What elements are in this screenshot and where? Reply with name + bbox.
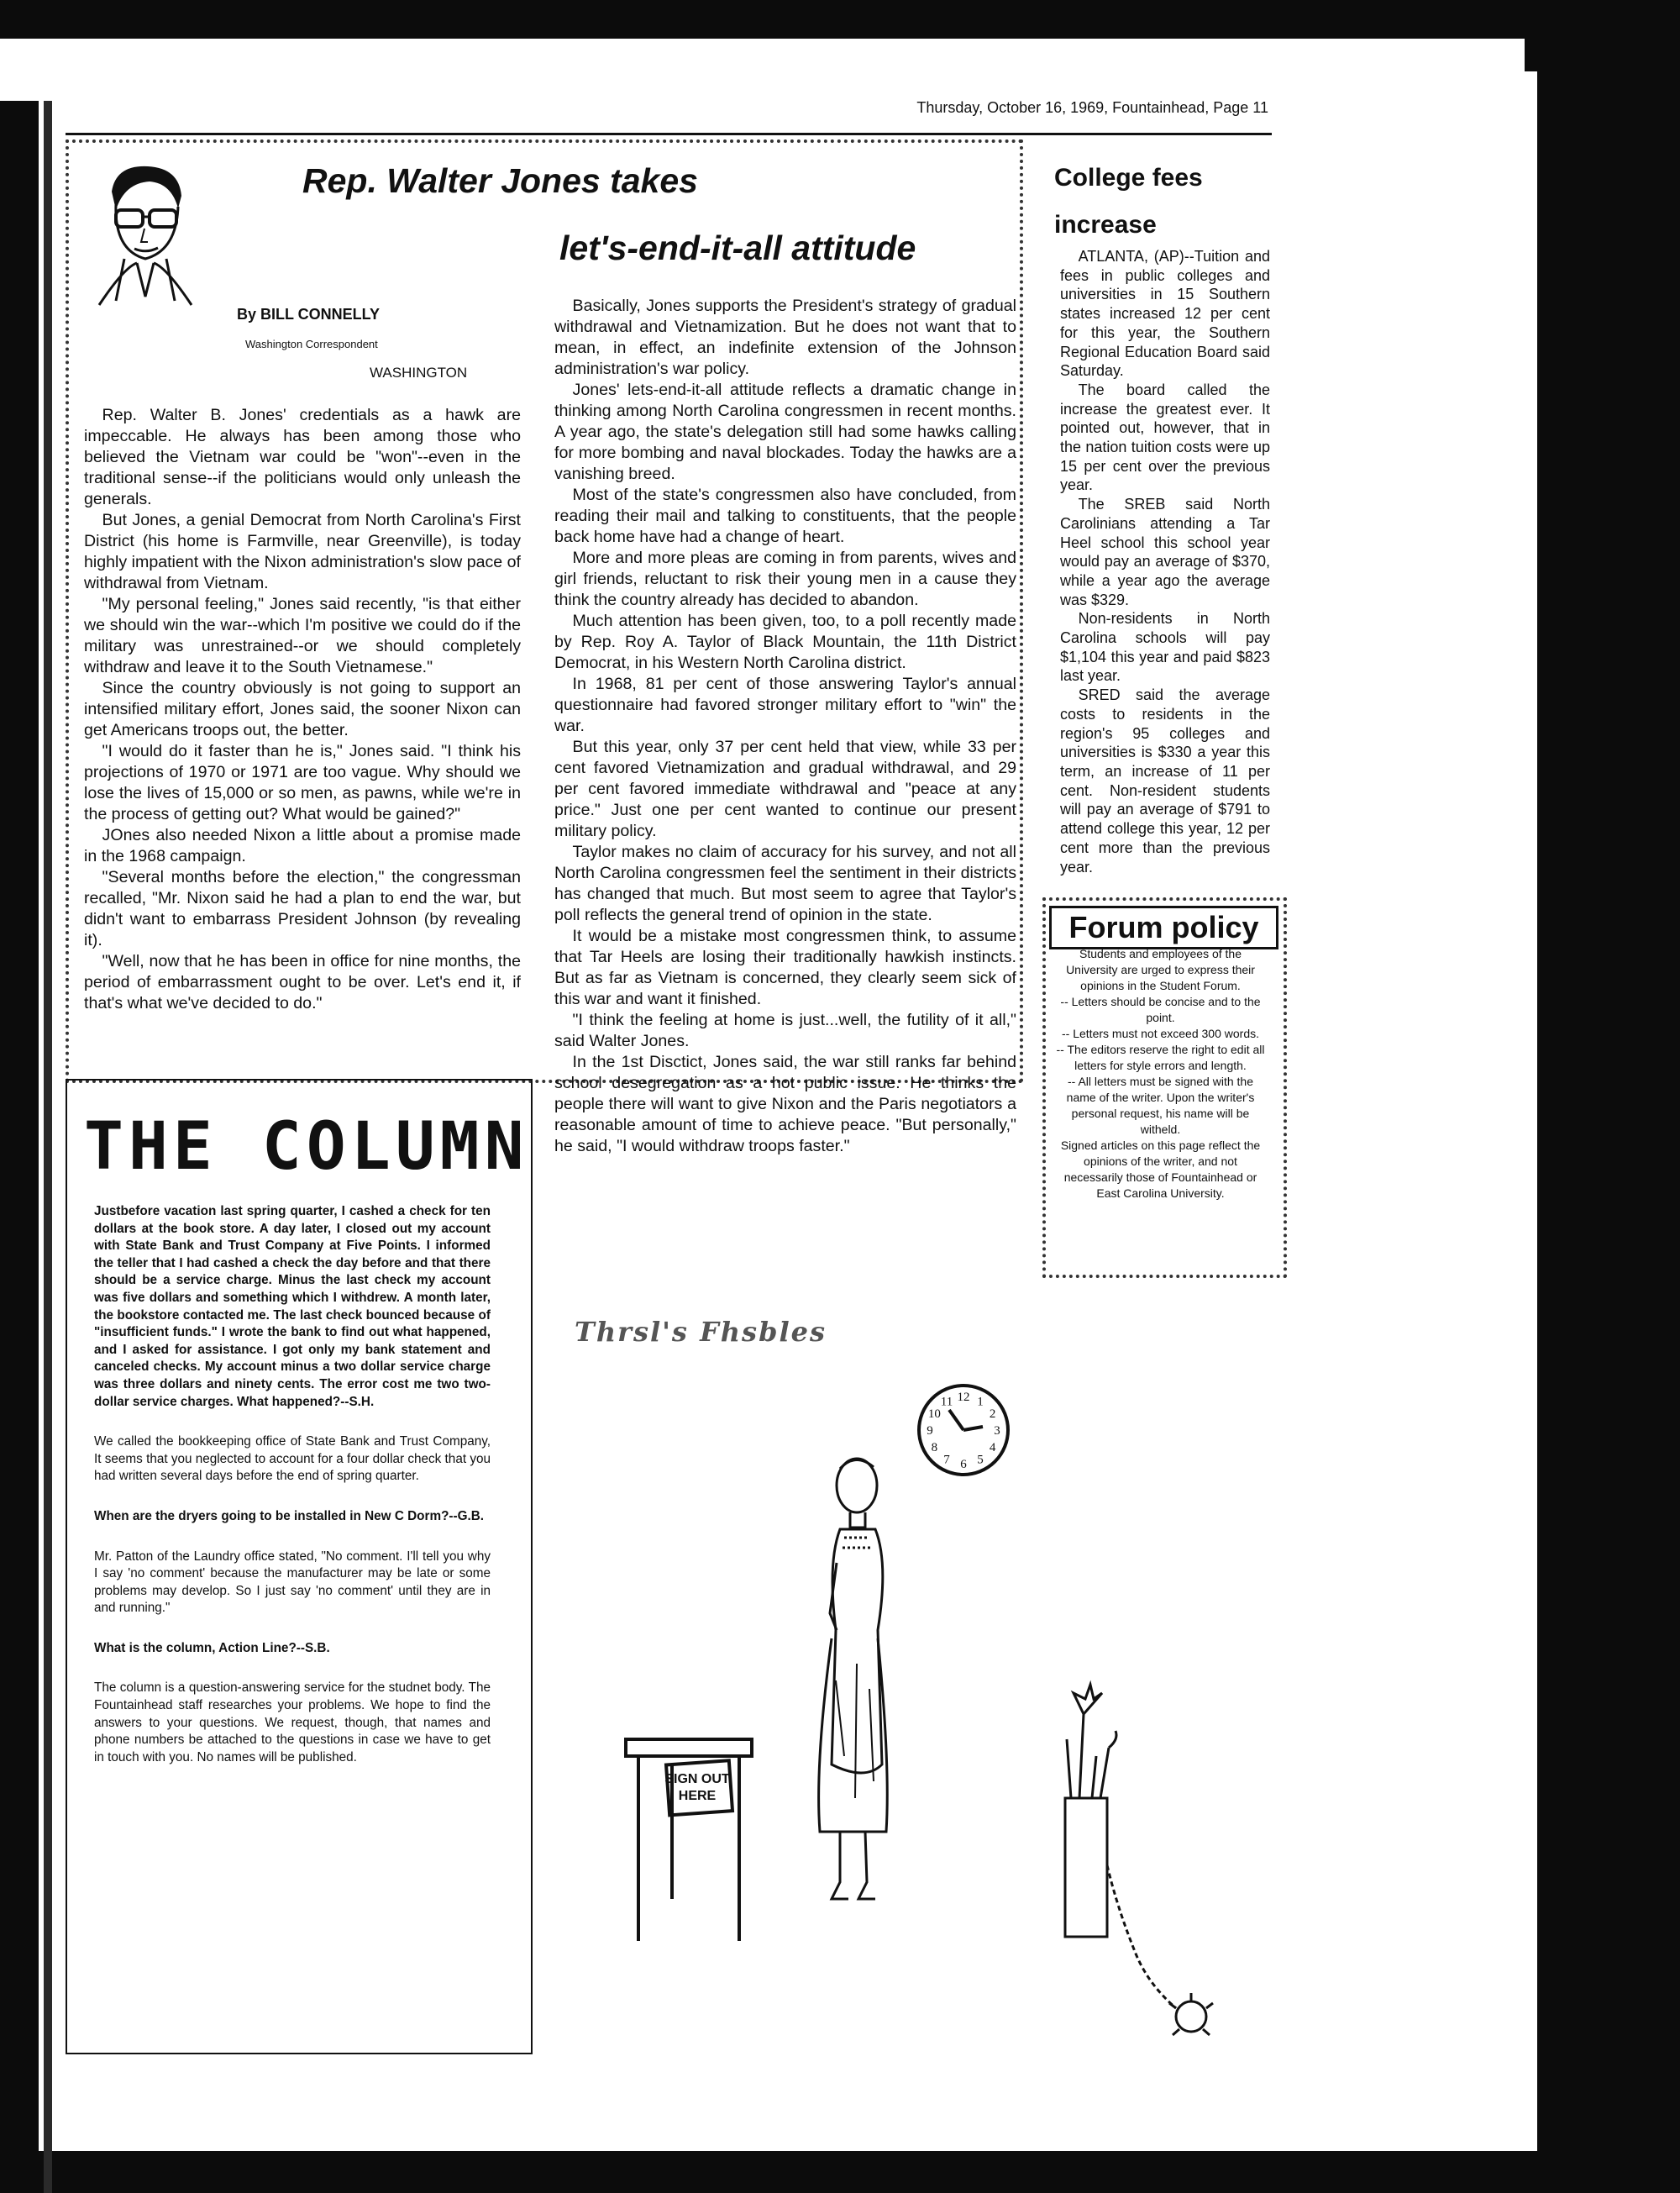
the-column-title: THE COLUMN <box>84 1109 529 1185</box>
clock-icon <box>919 1386 1008 1475</box>
fees-paragraph: Non-residents in North Carolina schools will pay $1,104 this year and paid $823 last year. <box>1060 610 1270 685</box>
sign-out-desk <box>626 1739 752 1941</box>
article-paragraph: Much attention has been given, too, to a poll recently made by Rep. Roy A. Taylor of Black Mountain, the 11th District Democrat, in his Western North Carolina district. <box>554 612 1016 672</box>
article-column-2 <box>554 296 1016 1157</box>
forum-paragraph: Students and employees of the University are urged to express their opinions in the Student Forum. <box>1066 947 1255 992</box>
fees-paragraph: SRED said the average costs to residents in the region's 95 colleges and universities is $330 a year this term, an increase of 11 per cent. Non-resident students will pay an average of $791 to attend college this year, 12 per cent more than the previous year. <box>1060 686 1270 876</box>
article-paragraph: Basically, Jones supports the President's strategy of gradual withdrawal and Vietnamization. But he does not want that to mean, in effect, an indefinite extension of the Johnson administration's war policy. <box>554 297 1016 378</box>
fees-headline <box>1054 155 1203 249</box>
woman-figure <box>819 1459 888 1899</box>
forum-paragraph: -- Letters should be concise and to the point. <box>1060 995 1261 1024</box>
article-paragraph: Most of the state's congressmen also have concluded, from reading their mail and talking to constituents, that the people back home have had a change of heart. <box>554 486 1016 546</box>
clock-number: 3 <box>994 1424 1000 1438</box>
clock-number: 12 <box>957 1391 970 1404</box>
column-question: Justbefore vacation last spring quarter, I cashed a check for ten dollars at the book store. A day later, I closed out my account with State Bank and Trust Company at Five Points. I informed the teller that I had cashed a check the day before and that there should be a service charge. Minus the last check my account was five dollars and something which I withdrew. A month later, the bookstore contacted me. The last check bounced because of "insufficient funds." I wrote the bank to find out what happened, and I asked for assistance. I got only my bank statement and canceled checks. My account minus a two dollar service charge was three dollars and ninety cents. The error cost me two two-dollar service charges. What happened?--S.H. <box>94 1204 491 1409</box>
scan-border-top <box>0 0 1680 39</box>
umbrella-stand <box>1065 1685 1213 2035</box>
article-paragraph: Rep. Walter B. Jones' credentials as a hawk are impeccable. He always has been among those who believed the Vietnam war could be "won"--even in the traditional sense--if the politicians would only unleash the generals. <box>84 406 521 508</box>
article-paragraph: In 1968, 81 per cent of those answering Taylor's annual questionnaire had favored stronger military effort to "win" the war. <box>554 675 1016 735</box>
svg-text:121234567891011 <box>927 1391 1000 1471</box>
fees-paragraph: The board called the increase the greatest ever. It pointed out, however, that in the nation tuition costs were up 15 per cent over the previous year. <box>1060 381 1270 494</box>
comic-illustration <box>588 1361 1260 2151</box>
article-paragraph: But this year, only 37 per cent held that view, while 33 per cent favored Vietnamization and gradual withdrawal, and 29 per cent favored immediate withdrawal and "peace at any price." Just one per cent wanted to continue our present military policy. <box>554 738 1016 840</box>
correspondent: Washington Correspondent <box>245 338 378 350</box>
article-paragraph: JOnes also needed Nixon a little about a promise made in the 1968 campaign. <box>84 826 521 865</box>
fees-story <box>1060 247 1270 876</box>
sign-line1: SIGN OUT <box>664 1772 730 1786</box>
clock-number: 9 <box>927 1424 933 1438</box>
scan-border-left-inner <box>44 101 52 2193</box>
headline-line1: Rep. Walter Jones takes <box>302 161 698 200</box>
fees-headline-line2: increase <box>1054 211 1157 239</box>
article-paragraph: "I think the feeling at home is just...well, the futility of it all," said Walter Jones. <box>554 1011 1016 1050</box>
clock-number: 10 <box>927 1407 941 1421</box>
clock-number: 2 <box>989 1407 996 1421</box>
column-answer: The column is a question-answering service for the studnet body. The Fountainhead staff researches your problems. We hope to find the answers to your questions. We request, though, that names and phone numbers be attached to the questions in case we have to get in touch with you. No names will be published. <box>94 1680 491 1764</box>
clock-number: 1 <box>977 1395 984 1409</box>
header-rule <box>66 133 1272 135</box>
article-paragraph: Taylor makes no claim of accuracy for his survey, and not all North Carolina congressmen feel the sentiment in their districts has changed that much. But most seem to agree that Taylor's poll reflects the general trend of opinion in the state. <box>554 843 1016 924</box>
column-question: When are the dryers going to be installed in New C Dorm?--G.B. <box>94 1508 485 1523</box>
article-paragraph: "Several months before the election," the congressman recalled, "Mr. Nixon said he had a plan to end the war, but didn't want to embarrass President Johnson (by revealing it). <box>84 868 521 949</box>
fees-headline-line1: College fees <box>1054 164 1203 192</box>
headline-line2: let's-end-it-all attitude <box>559 229 916 267</box>
article-paragraph: In the 1st Disctict, Jones said, the war still ranks far behind school desegregation as a hot public issue. He thinks the people there will want to give Nixon and the Paris negotiators a reasonable amount of time to achieve peace. "But personally," he said, "I would withdraw troops faster." <box>554 1053 1016 1155</box>
article-paragraph: "I would do it faster than he is," Jones said. "I think his projections of 1970 or 1971 are too vague. Why should we lose the lives of 15,000 or so men, as pawns, while we're in the process of getting out? What would be gained?" <box>84 742 521 823</box>
column-question: What is the column, Action Line?--S.B. <box>94 1640 330 1655</box>
dateline: WASHINGTON <box>370 365 468 381</box>
article-paragraph: It would be a mistake most congressmen think, to assume that Tar Heels are losing their traditionally hawkish instincts. But as far as Vietnam is concerned, they clearly seem sick of this war and want it finished. <box>554 927 1016 1008</box>
forum-paragraph: Signed articles on this page reflect the opinions of the writer, and not necessarily those of Fountainhead or East Carolina University. <box>1060 1139 1261 1200</box>
clock-number: 7 <box>943 1453 950 1467</box>
page-header: Thursday, October 16, 1969, Fountainhead, Page 11 <box>916 99 1268 116</box>
column-answer: We called the bookkeeping office of State Bank and Trust Company, It seems that you neglected to account for a four dollar check that you had written several days before the end of spring quarter. <box>94 1434 491 1484</box>
article-paragraph: But Jones, a genial Democrat from North Carolina's First District (his home is Farmville, near Greenville), is today highly impatient with the Nixon administration's slow pace of withdrawal from Vietnam. <box>84 511 521 592</box>
clock-number: 11 <box>940 1395 953 1409</box>
scan-border-right <box>1537 0 1680 2193</box>
forum-paragraph: -- The editors reserve the right to edit all letters for style errors and length. <box>1056 1043 1265 1072</box>
forum-paragraph: -- All letters must be signed with the name of the writer. Upon the writer's personal request, his name will be witheld. <box>1066 1075 1255 1136</box>
forum-policy-body <box>1054 946 1267 1202</box>
fees-paragraph: ATLANTA, (AP)--Tuition and fees in public colleges and universities in 15 Southern states increased 12 per cent for this year, the Southern Regional Education Board said Saturday. <box>1060 248 1270 380</box>
article-paragraph: "My personal feeling," Jones said recently, "is that either we should win the war--which I'm positive we could do if the military was unrestrained--or we should completely withdraw and leave it to the South Vietnamese." <box>84 595 521 676</box>
article-paragraph: More and more pleas are coming in from parents, wives and girl friends, reluctant to risk their young men in a cause they think the country already has decided to abandon. <box>554 549 1016 609</box>
sign-line2: HERE <box>678 1789 717 1803</box>
column-answer: Mr. Patton of the Laundry office stated, "No comment. I'll tell you why I say 'no comment' because the manufacturer may be late or some problems may develop. So I just say 'no comment' until they are in and running." <box>94 1549 491 1616</box>
article-paragraph: Jones' lets-end-it-all attitude reflects a dramatic change in thinking among North Carolina congressmen in recent months. A year ago, the state's delegation still had some hawks calling for more bombing and naval blockades. Today the hawks are a vanishing breed. <box>554 381 1016 483</box>
clock-number: 5 <box>977 1453 984 1467</box>
forum-paragraph: -- Letters must not exceed 300 words. <box>1062 1027 1259 1040</box>
scan-border-bottom <box>0 2151 1680 2193</box>
the-column-body <box>94 1203 491 1789</box>
article-paragraph: Since the country obviously is not going to support an intensified military effort, Jones said, the sooner Nixon can get Americans troops out, the better. <box>84 679 521 739</box>
forum-policy-title: Forum policy <box>1049 906 1278 949</box>
comic-title: Thrsl's Fhsbles <box>575 1316 827 1348</box>
portrait-sketch <box>91 158 200 309</box>
clock-number: 4 <box>989 1441 996 1454</box>
article-paragraph: "Well, now that he has been in office for nine months, the period of embarrassment ought to be over. Let's end it, if that's what we've decided to do." <box>84 952 521 1012</box>
clock-number: 6 <box>960 1458 967 1471</box>
byline: By BILL CONNELLY <box>237 306 381 323</box>
scan-border-left <box>0 101 39 2193</box>
clock-number: 8 <box>931 1441 938 1454</box>
article-column-1 <box>84 405 521 1014</box>
fees-paragraph: The SREB said North Carolinians attending a Tar Heel school this school year would pay an average of $370, while a year ago the average was $329. <box>1060 496 1270 608</box>
